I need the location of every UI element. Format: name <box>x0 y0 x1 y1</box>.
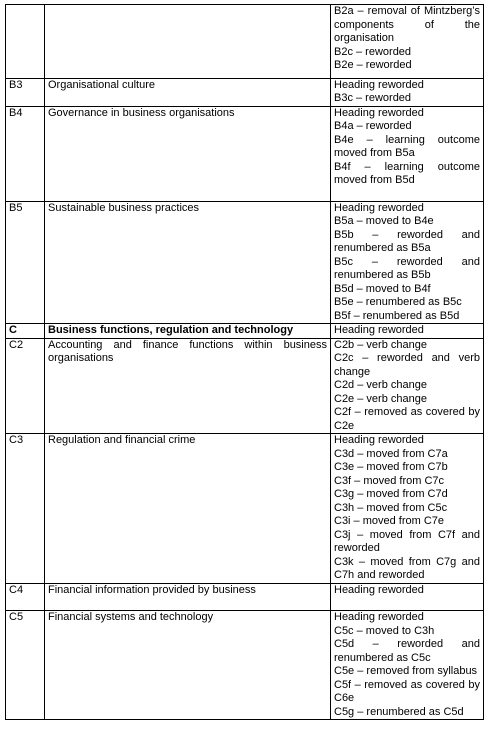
change-item: B5a – moved to B4e <box>334 215 434 227</box>
row-code: C2 <box>6 338 45 434</box>
row-code: B5 <box>6 201 45 324</box>
change-item: B2a – removal of Mintzberg’s components of the organisation <box>334 5 480 44</box>
change-item: Heading reworded <box>334 434 424 446</box>
change-item: C5e – removed from syllabus <box>334 665 478 677</box>
row-code <box>6 5 45 79</box>
change-item: C2c – reworded and verb change <box>334 352 480 378</box>
change-item: C5d – reworded and renumbered as C5c <box>334 638 480 664</box>
change-item: B5c – reworded and renumbered as B5b <box>334 255 480 281</box>
table-row <box>6 583 484 611</box>
row-code: C5 <box>6 611 45 720</box>
row-code: B4 <box>6 106 45 201</box>
row-title <box>45 5 331 79</box>
row-title: Sustainable business practices <box>45 201 331 324</box>
change-item: C2e – verb change <box>334 392 427 405</box>
change-item: C3h – moved from C5c <box>334 501 448 514</box>
change-item: C5c – moved to C3h <box>334 624 435 637</box>
change-item: C5g – renumbered as C5d <box>334 705 464 718</box>
table-row <box>6 611 484 720</box>
table-row <box>6 338 484 434</box>
row-title: Governance in business organisations <box>45 106 331 201</box>
change-item: B4e – learning outcome moved from B5a <box>334 133 480 159</box>
change-item: Heading reworded <box>334 611 424 623</box>
change-item: C3d – moved from C7a <box>334 447 448 460</box>
change-item: C5f – removed as covered by C6e <box>334 678 480 704</box>
change-item: C3f – moved from C7c <box>334 474 445 487</box>
change-item: B5b – reworded and renumbered as B5a <box>334 228 480 254</box>
syllabus-changes-table <box>5 4 484 720</box>
change-item: B2e – reworded <box>334 59 412 71</box>
change-item: C3j – moved from C7f and reworded <box>334 528 480 554</box>
change-item: C3k – moved from C7g and C7h and reworded <box>334 555 480 581</box>
row-changes <box>331 434 484 584</box>
change-item: B5d – moved to B4f <box>334 282 431 295</box>
row-title: Business functions, regulation and technology <box>45 324 331 339</box>
table-row <box>6 106 484 201</box>
row-changes <box>331 583 484 611</box>
row-code: B3 <box>6 78 45 106</box>
row-title: Regulation and financial crime <box>45 434 331 584</box>
table-row <box>6 434 484 584</box>
row-changes <box>331 338 484 434</box>
change-item: C3e – moved from C7b <box>334 461 448 473</box>
table-row <box>6 201 484 324</box>
change-item: B3c – reworded <box>334 92 412 104</box>
table-row <box>6 5 484 79</box>
change-item: C3g – moved from C7d <box>334 488 448 500</box>
change-item: B4a – reworded <box>334 120 412 132</box>
change-item: Heading reworded <box>334 583 424 596</box>
row-code: C4 <box>6 583 45 611</box>
change-item: C2d – verb change <box>334 379 427 391</box>
change-item: B4f – learning outcome moved from B5d <box>334 160 480 186</box>
change-item: Heading reworded <box>334 324 424 336</box>
row-changes <box>331 5 484 79</box>
table-row <box>6 324 484 339</box>
change-item: Heading reworded <box>334 201 424 214</box>
change-item: B2c – reworded <box>334 45 412 58</box>
table-row <box>6 78 484 106</box>
change-item: B5e – renumbered as B5c <box>334 296 462 308</box>
row-changes <box>331 324 484 339</box>
change-item: Heading reworded <box>334 106 424 119</box>
change-item: B5f – renumbered as B5d <box>334 309 460 322</box>
change-item: C3i – moved from C7e <box>334 515 445 527</box>
row-code: C3 <box>6 434 45 584</box>
row-changes <box>331 106 484 201</box>
row-code: C <box>6 324 45 339</box>
row-title: Organisational culture <box>45 78 331 106</box>
row-changes <box>331 78 484 106</box>
change-item: C2f – removed as covered by C2e <box>334 406 480 432</box>
row-title: Financial systems and technology <box>45 611 331 720</box>
change-item: Heading reworded <box>334 78 424 91</box>
row-changes <box>331 201 484 324</box>
row-title: Accounting and finance functions within business organisations <box>45 338 331 434</box>
row-title: Financial information provided by business <box>45 583 331 611</box>
row-changes <box>331 611 484 720</box>
change-item: C2b – verb change <box>334 338 427 351</box>
